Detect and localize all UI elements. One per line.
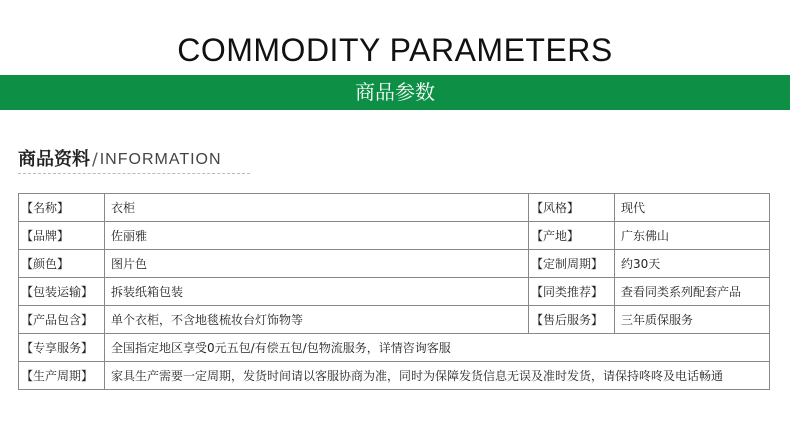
- table-row: [19, 306, 770, 334]
- table-row: [19, 334, 770, 362]
- page-title-en: COMMODITY PARAMETERS: [177, 32, 613, 68]
- param-value: 三年质保服务: [615, 306, 770, 334]
- table-row: [19, 194, 770, 222]
- param-label: 【生产周期】: [19, 362, 105, 390]
- param-value: 衣柜: [105, 194, 529, 222]
- param-label: 【专享服务】: [19, 334, 105, 362]
- param-value: 广东佛山: [615, 222, 770, 250]
- param-value: 约30天: [615, 250, 770, 278]
- page-title-cn: 商品参数: [355, 80, 435, 104]
- param-value: 佐丽雅: [105, 222, 529, 250]
- param-label: 【颜色】: [19, 250, 105, 278]
- section-title-en: INFORMATION: [99, 151, 222, 168]
- param-label: 【产地】: [529, 222, 615, 250]
- section-heading: [18, 146, 222, 172]
- table-row: [19, 278, 770, 306]
- param-label: 【产品包含】: [19, 306, 105, 334]
- param-label: 【风格】: [529, 194, 615, 222]
- param-value: 现代: [615, 194, 770, 222]
- param-value: 单个衣柜，不含地毯梳妆台灯饰物等: [105, 306, 529, 334]
- param-label: 【售后服务】: [529, 306, 615, 334]
- param-value: 查看同类系列配套产品: [615, 278, 770, 306]
- param-value: 家具生产需要一定周期，发货时间请以客服协商为准，同时为保障发货信息无误及准时发货，请保持咚咚及电话畅通: [105, 362, 770, 390]
- param-value: 全国指定地区享受0元五包/有偿五包/包物流服务，详情咨询客服: [105, 334, 770, 362]
- table-row: [19, 250, 770, 278]
- table-row: [19, 222, 770, 250]
- section-banner: [0, 75, 790, 110]
- table-row: [19, 362, 770, 390]
- parameters-table: [18, 193, 770, 390]
- section-title-cn: 商品资料: [18, 149, 90, 170]
- param-label: 【品牌】: [19, 222, 105, 250]
- param-value: 图片色: [105, 250, 529, 278]
- param-label: 【包装运输】: [19, 278, 105, 306]
- param-label: 【定制周期】: [529, 250, 615, 278]
- param-label: 【名称】: [19, 194, 105, 222]
- section-divider: [18, 173, 250, 174]
- param-value: 拆装纸箱包装: [105, 278, 529, 306]
- section-separator: /: [92, 150, 98, 170]
- param-label: 【同类推荐】: [529, 278, 615, 306]
